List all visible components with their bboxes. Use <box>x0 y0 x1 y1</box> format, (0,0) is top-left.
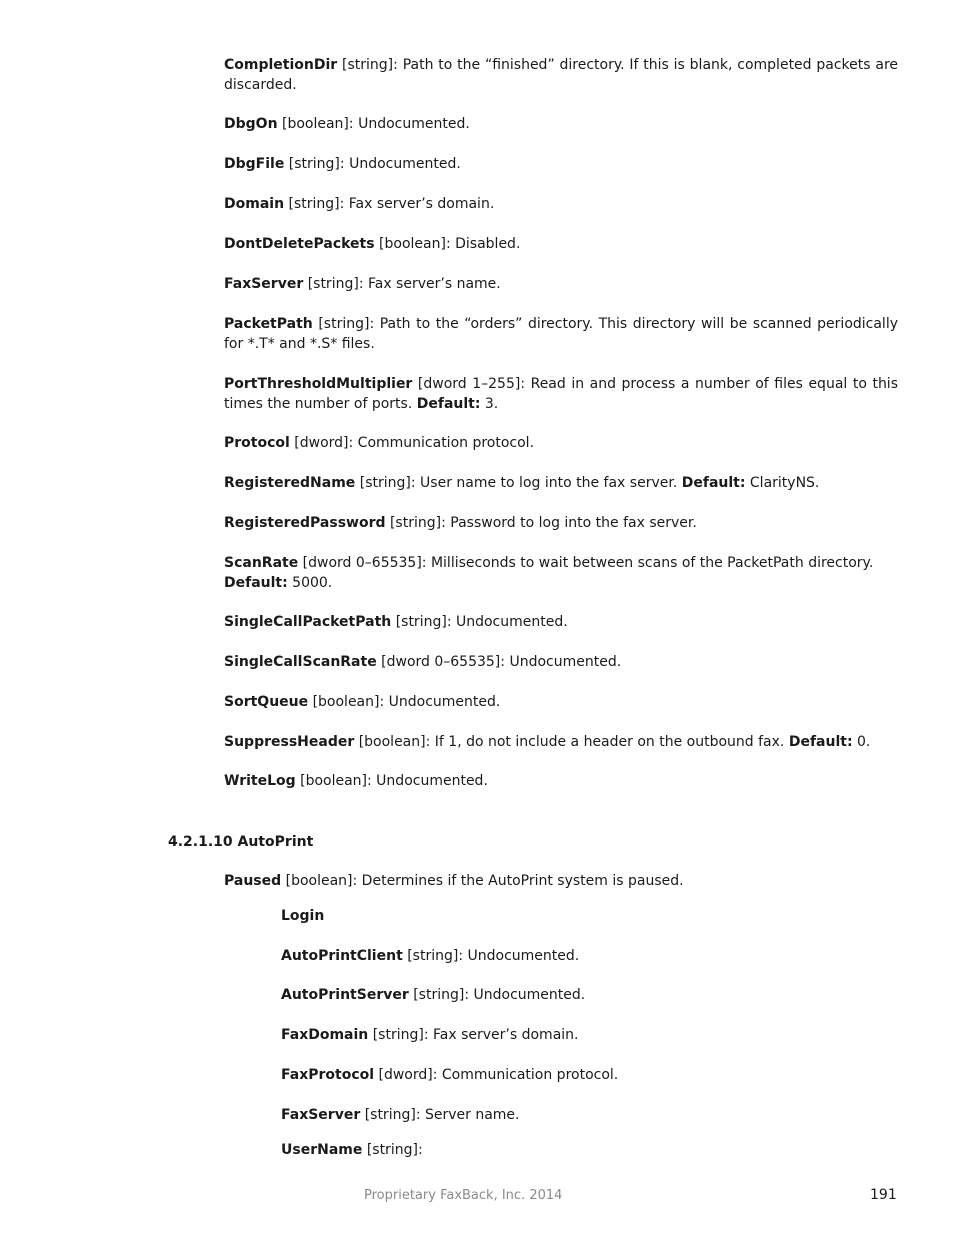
entry-desc: : Milliseconds to wait between scans of the PacketPath directory. <box>421 555 874 571</box>
default-label: Default: <box>788 734 853 750</box>
entry-faxserver <box>224 274 898 294</box>
entry-faxdomain <box>281 1025 898 1045</box>
entry-type: [dword] <box>378 1067 433 1083</box>
entry-dbgfile <box>224 154 898 174</box>
entry-autoprintserver <box>281 985 898 1005</box>
entry-type: [string] <box>307 276 359 292</box>
entry-desc: : Undocumented. <box>339 156 461 172</box>
entry-registeredname <box>224 473 898 493</box>
default-value: 5000. <box>287 575 333 591</box>
entry-type: [dword 0–65535] <box>381 654 501 670</box>
entry-desc: : Path to the “orders” directory. This directory will be scanned periodically for *.T* and *.S* files. <box>224 316 898 352</box>
entry-type: [string] <box>342 57 394 73</box>
entry-singlecallscanrate <box>224 652 898 672</box>
entry-type: [boolean] <box>379 236 446 252</box>
entry-desc: : Undocumented. <box>458 948 580 964</box>
entry-paused <box>224 871 898 891</box>
entry-name: SingleCallScanRate <box>224 654 377 670</box>
page-number: 191 <box>870 1187 897 1203</box>
entry-desc: : If 1, do not include a header on the outbound fax. <box>425 734 789 750</box>
entry-name: CompletionDir <box>224 57 338 73</box>
entry-desc: : Read in and process a number of files equal to this times the number of ports. <box>224 376 898 412</box>
entry-desc: : Server name. <box>415 1107 520 1123</box>
entry-scanrate <box>224 553 898 593</box>
entry-type: [string] <box>288 156 340 172</box>
entry-name: DbgOn <box>224 116 278 132</box>
entry-name: RegisteredPassword <box>224 515 386 531</box>
entry-name: Paused <box>224 873 282 889</box>
entry-name: SingleCallPacketPath <box>224 614 392 630</box>
entry-type: [string] <box>359 475 411 491</box>
entry-name: FaxServer <box>224 276 304 292</box>
default-value: 0. <box>852 734 871 750</box>
entry-name: WriteLog <box>224 773 296 789</box>
entry-type: [dword 0–65535] <box>302 555 422 571</box>
entry-type: [string] <box>364 1107 416 1123</box>
entry-protocol <box>224 433 898 453</box>
entry-dontdeletepackets <box>224 234 898 254</box>
entry-desc: : Undocumented. <box>500 654 622 670</box>
entry-desc: : Undocumented. <box>367 773 488 789</box>
entry-name: RegisteredName <box>224 475 356 491</box>
entry-desc: : Disabled. <box>445 236 521 252</box>
entry-desc: : Path to the “finished” directory. If this is blank, completed packets are discarded. <box>224 57 899 93</box>
entry-autoprintclient <box>281 946 898 966</box>
entry-name: DontDeletePackets <box>224 236 375 252</box>
entry-username <box>281 1140 898 1160</box>
default-label: Default: <box>416 396 481 412</box>
entry-type: [boolean] <box>285 873 353 889</box>
entry-desc: : Communication protocol. <box>432 1067 619 1083</box>
entry-desc: : Undocumented. <box>446 614 568 630</box>
entry-name: FaxServer <box>281 1107 361 1123</box>
section-heading: 4.2.1.10 AutoPrint <box>168 834 314 850</box>
entry-desc: : Fax server’s domain. <box>339 196 495 212</box>
entry-type: [string] <box>288 196 340 212</box>
entry-type: [string] <box>366 1142 418 1158</box>
entry-writelog <box>224 771 898 791</box>
entry-type: [string] <box>372 1027 424 1043</box>
entry-desc: : Undocumented. <box>379 694 501 710</box>
entry-desc: : Fax server’s domain. <box>423 1027 579 1043</box>
entry-desc: : Undocumented. <box>348 116 470 132</box>
entry-suppressheader <box>224 732 898 752</box>
entry-type: [string] <box>389 515 442 531</box>
entry-type: [string] <box>395 614 447 630</box>
entry-type: [string] <box>413 987 465 1003</box>
entry-desc: : User name to log into the fax server. <box>410 475 682 491</box>
entry-name: PortThresholdMultiplier <box>224 376 413 392</box>
entry-type: [dword] <box>294 435 349 451</box>
entry-desc: : Fax server’s name. <box>358 276 501 292</box>
entry-type: [boolean] <box>282 116 349 132</box>
entry-type: [string] <box>318 316 370 332</box>
entry-name: ScanRate <box>224 555 299 571</box>
entry-name: AutoPrintServer <box>281 987 409 1003</box>
entry-name: AutoPrintClient <box>281 948 403 964</box>
entry-faxprotocol <box>281 1065 898 1085</box>
entry-name: PacketPath <box>224 316 313 332</box>
entry-completiondir <box>224 55 898 95</box>
entry-name: UserName <box>281 1142 363 1158</box>
entry-domain <box>224 194 898 214</box>
default-label: Default: <box>224 575 288 591</box>
entry-name: Protocol <box>224 435 290 451</box>
entry-registeredpassword <box>224 513 898 533</box>
default-label: Default: <box>681 475 746 491</box>
entry-type: [string] <box>407 948 459 964</box>
entry-desc: : Password to log into the fax server. <box>441 515 697 531</box>
entry-dbgon <box>224 114 898 134</box>
entry-type: [boolean] <box>358 734 426 750</box>
entry-desc: : Communication protocol. <box>348 435 535 451</box>
default-value: ClarityNS. <box>745 475 820 491</box>
entry-desc: : Undocumented. <box>464 987 586 1003</box>
entry-name: FaxDomain <box>281 1027 369 1043</box>
entry-portthresholdmultiplier <box>224 374 898 414</box>
entry-desc: : Determines if the AutoPrint system is paused. <box>352 873 684 889</box>
entry-name: DbgFile <box>224 156 285 172</box>
entry-name: SuppressHeader <box>224 734 355 750</box>
entry-type: [boolean] <box>300 773 368 789</box>
entry-name: FaxProtocol <box>281 1067 375 1083</box>
entry-sortqueue <box>224 692 898 712</box>
entry-desc: : <box>417 1142 423 1158</box>
entry-faxserver-login <box>281 1105 898 1125</box>
login-subheading: Login <box>281 908 325 924</box>
footer-text: Proprietary FaxBack, Inc. 2014 <box>364 1188 563 1203</box>
entry-name: SortQueue <box>224 694 309 710</box>
entry-singlecallpacketpath <box>224 612 898 632</box>
entry-name: Domain <box>224 196 285 212</box>
default-value: 3. <box>480 396 499 412</box>
entry-type: [dword 1–255] <box>417 376 521 392</box>
entry-packetpath <box>224 314 898 354</box>
entry-type: [boolean] <box>312 694 380 710</box>
